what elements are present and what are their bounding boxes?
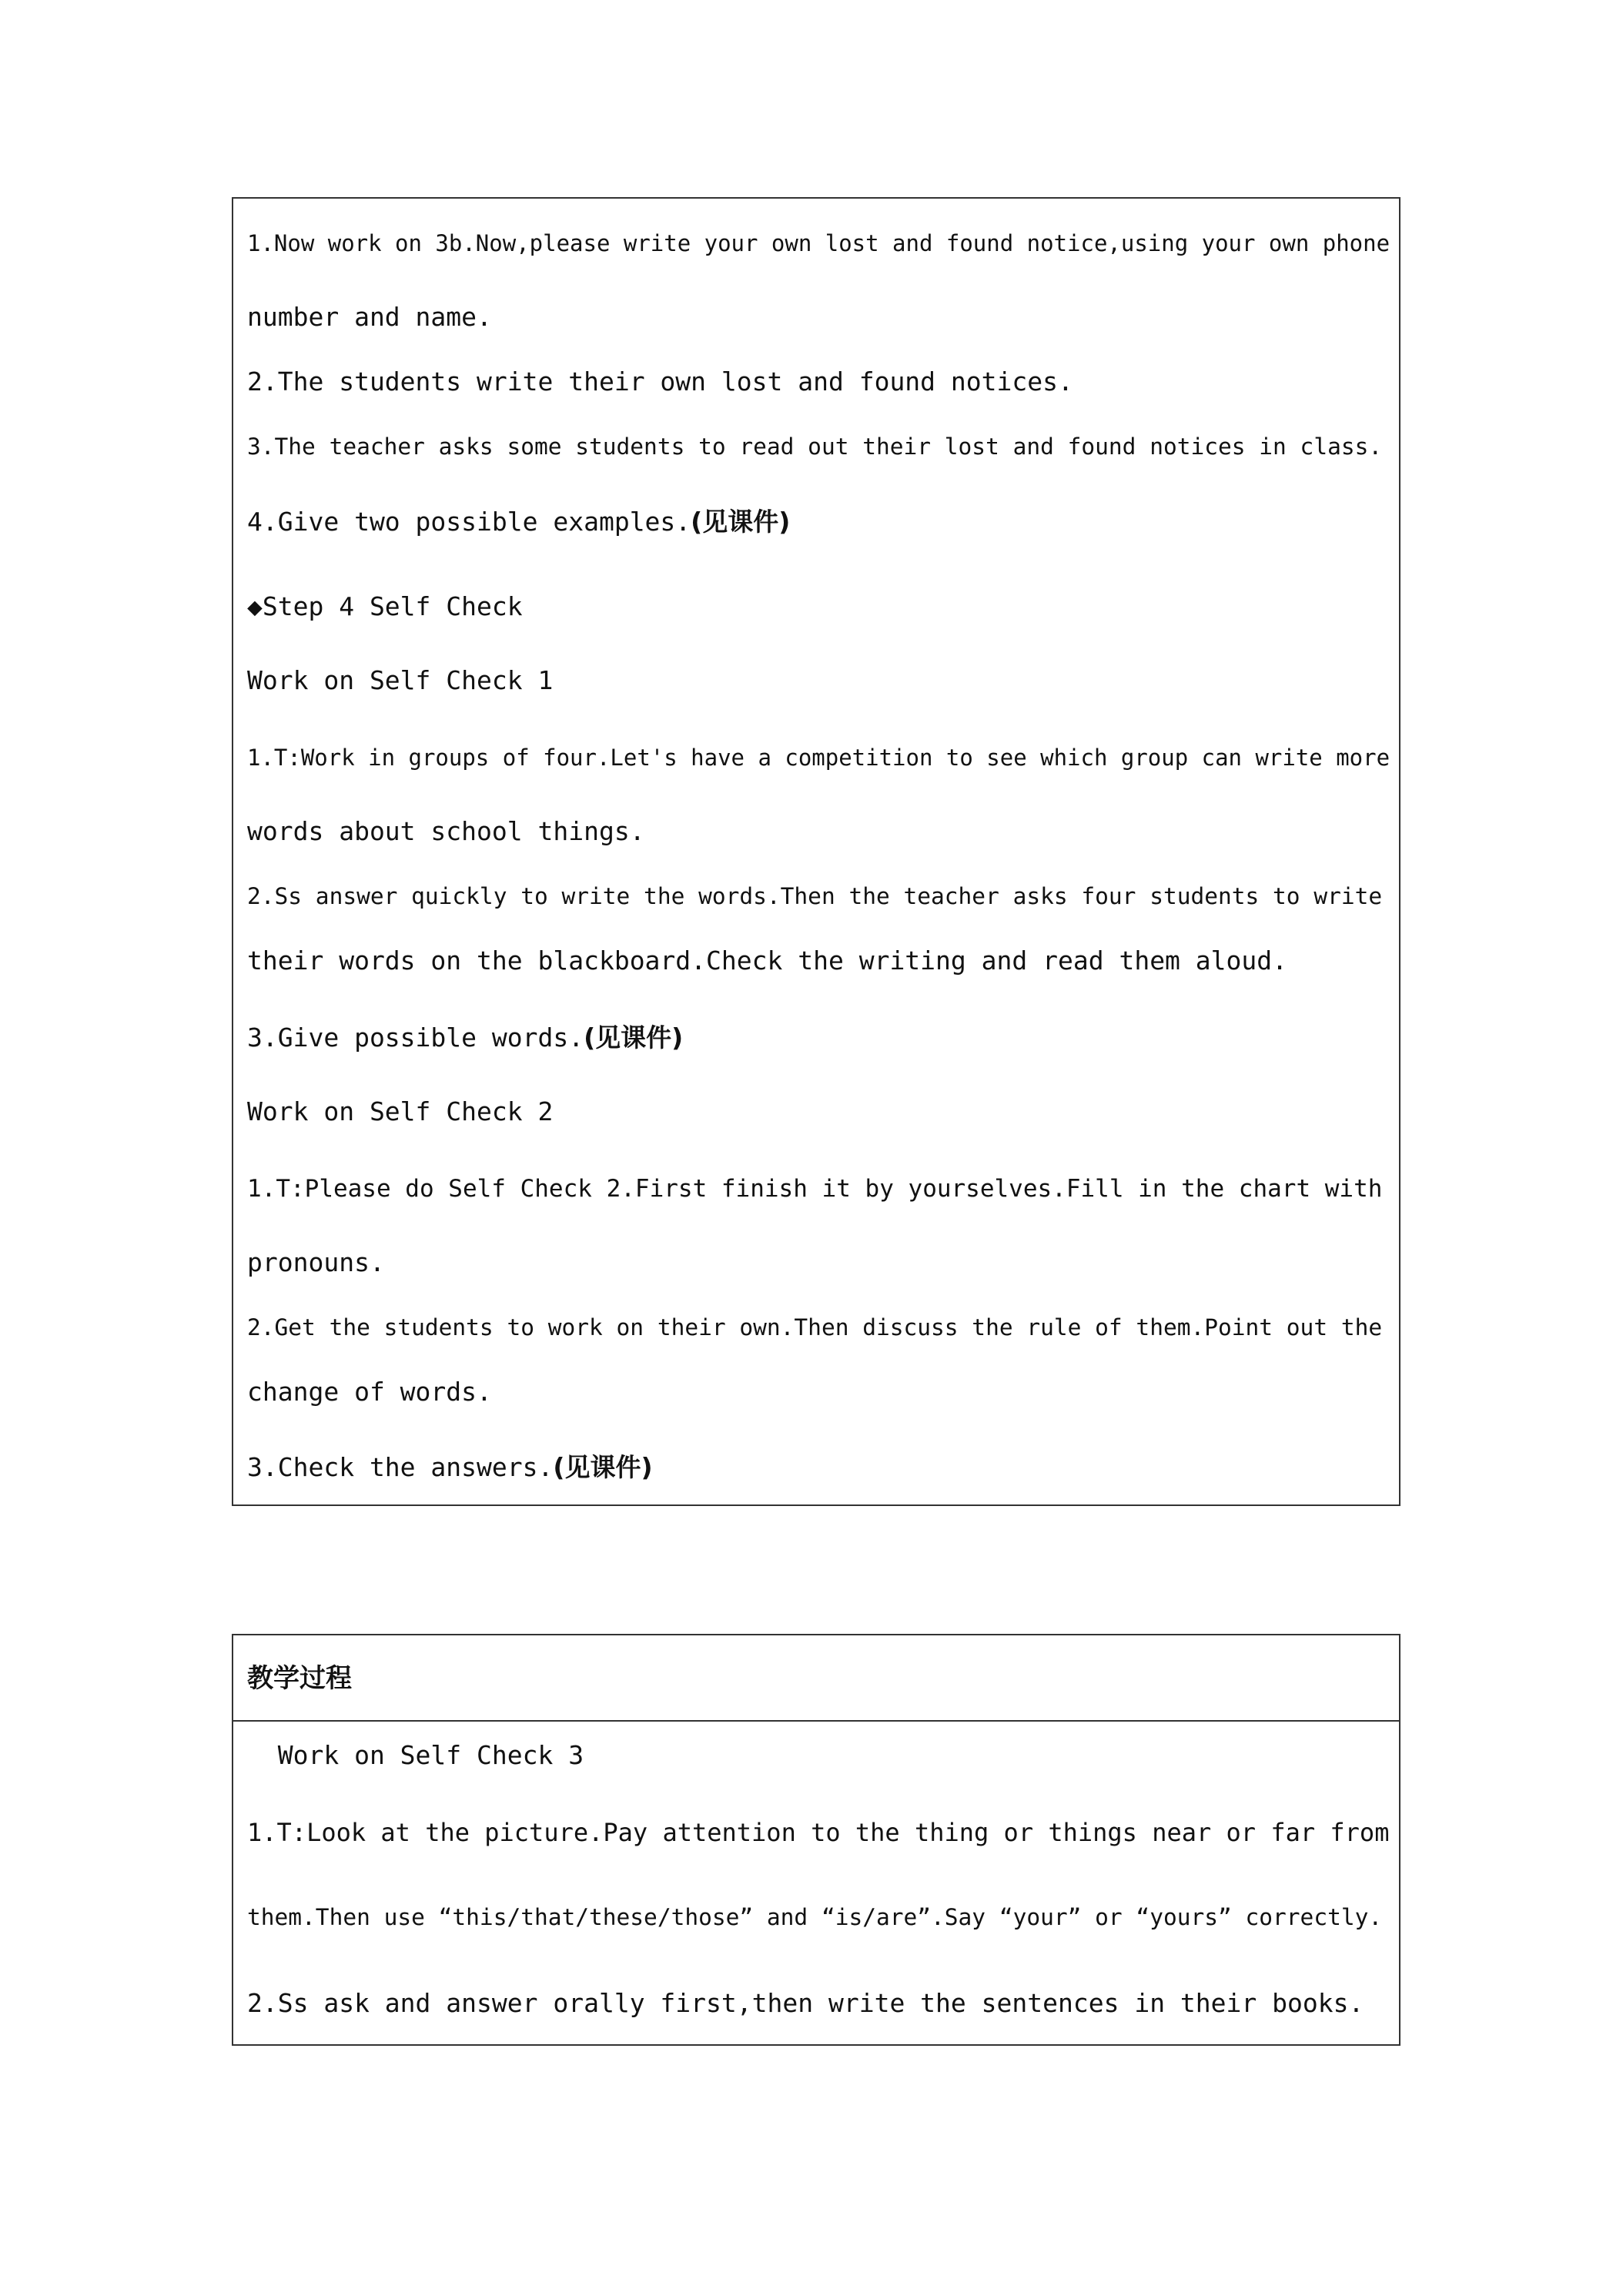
- courseware-note: (见课件): [584, 1022, 684, 1053]
- text-line: 1.T:Please do Self Check 2.First finish it by yourselves.Fill in the chart with: [247, 1175, 1383, 1203]
- text-line: 2.Get the students to work on their own.Then discuss the rule of them.Point out the: [247, 1314, 1383, 1340]
- text-line: number and name.: [247, 302, 492, 332]
- text-line: 2.Ss ask and answer orally first,then write the sentences in their books.: [247, 1988, 1364, 2018]
- step-heading: ◆Step 4 Self Check: [247, 591, 523, 621]
- table-header-row: [233, 1635, 1399, 1722]
- text-line: pronouns.: [247, 1247, 385, 1277]
- courseware-note: (见课件): [691, 507, 791, 537]
- text-line: 3.The teacher asks some students to read out their lost and found notices in class.: [247, 433, 1383, 460]
- text-line: 2.Ss answer quickly to write the words.Then the teacher asks four students to write: [247, 883, 1383, 909]
- text-line: 1.T:Look at the picture.Pay attention to the thing or things near or far from: [247, 1818, 1390, 1847]
- text-line: them.Then use “this/that/these/those” and “is/are”.Say “your” or “yours” correctly.: [247, 1904, 1383, 1930]
- section-heading: Work on Self Check 2: [247, 1096, 554, 1126]
- text-line: change of words.: [247, 1377, 492, 1407]
- text-line: 3.Check the answers.(见课件): [247, 1452, 653, 1482]
- text-line: words about school things.: [247, 816, 645, 846]
- teaching-process-box: [232, 1634, 1400, 2046]
- section-heading: Work on Self Check 1: [247, 665, 554, 695]
- text-line: 2.The students write their own lost and found notices.: [247, 366, 1073, 397]
- teaching-process-heading: 教学过程: [247, 1663, 352, 1694]
- courseware-note: (见课件): [553, 1452, 653, 1482]
- text-line: 4.Give two possible examples.(见课件): [247, 507, 791, 537]
- text-line: 3.Give possible words.(见课件): [247, 1022, 684, 1053]
- text-line: 1.Now work on 3b.Now,please write your own lost and found notice,using your own phone: [247, 230, 1390, 256]
- lesson-steps-box: [232, 197, 1400, 1506]
- section-heading: Work on Self Check 3: [247, 1740, 584, 1770]
- text-line: their words on the blackboard.Check the writing and read them aloud.: [247, 946, 1288, 976]
- text-line: 1.T:Work in groups of four.Let's have a competition to see which group can write more: [247, 745, 1390, 771]
